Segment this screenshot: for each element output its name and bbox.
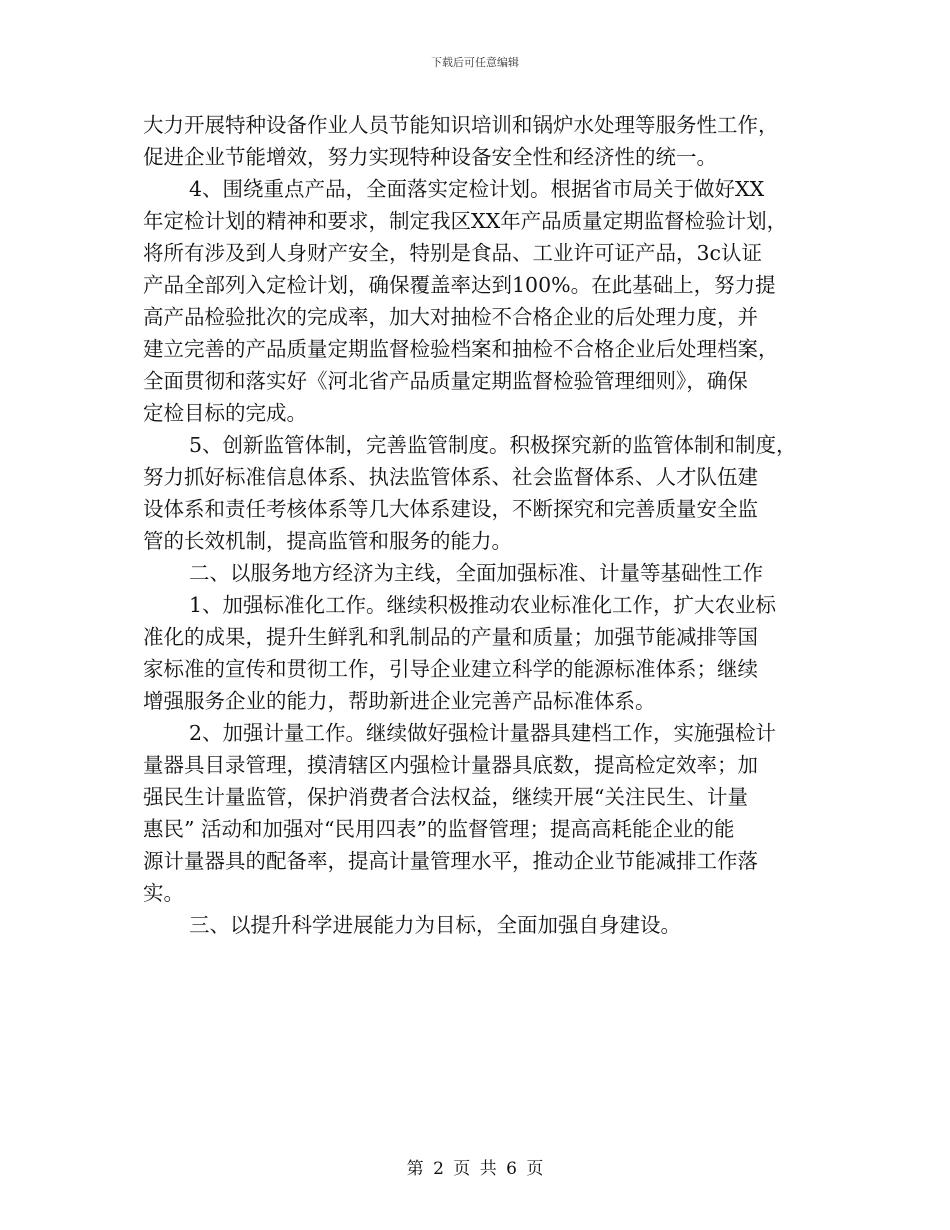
- text-line: 将所有涉及到人身财产安全，特别是食品、工业许可证产品，3c认证: [143, 241, 763, 265]
- text-line: 高产品检验批次的完成率，加大对抽检不合格企业的后处理力度，并: [143, 305, 758, 329]
- page-footer: 第 2 页 共 6 页: [406, 1159, 544, 1179]
- text-line: 准化的成果，提升生鲜乳和乳制品的产量和质量；加强节能减排等国: [143, 625, 758, 649]
- page-header: 下载后可任意编辑: [431, 56, 519, 69]
- text-line: 管的长效机制，提高监管和服务的能力。: [143, 529, 512, 553]
- text-line: 产品全部列入定检计划，确保覆盖率达到100%。在此基础上，努力提: [143, 273, 776, 297]
- text-line: 大力开展特种设备作业人员节能知识培训和锅炉水处理等服务性工作，: [143, 113, 779, 137]
- text-line: 努力抓好标准信息体系、执法监管体系、社会监督体系、人才队伍建: [143, 465, 758, 489]
- text-line: 2、加强计量工作。继续做好强检计量器具建档工作，实施强检计: [189, 721, 777, 745]
- text-line: 源计量器具的配备率，提高计量管理水平，推动企业节能减排工作落: [143, 849, 758, 873]
- text-line: 5、创新监管体制，完善监管制度。积极探究新的监管体制和制度，: [189, 433, 797, 457]
- text-line: 4、围绕重点产品，全面落实定检计划。根据省市局关于做好XX: [189, 177, 765, 201]
- text-line: 全面贯彻和落实好《河北省产品质量定期监督检验管理细则》，确保: [143, 369, 748, 393]
- text-line: 强民生计量监管，保护消费者合法权益，继续开展“关注民生、计量: [143, 785, 748, 809]
- text-line: 实。: [143, 881, 184, 905]
- text-line: 定检目标的完成。: [143, 401, 307, 425]
- text-line: 促进企业节能增效，努力实现特种设备安全性和经济性的统一。: [143, 145, 717, 169]
- text-line: 1、加强标准化工作。继续积极推动农业标准化工作，扩大农业标: [189, 593, 777, 617]
- text-line: 三、以提升科学进展能力为目标，全面加强自身建设。: [189, 913, 681, 937]
- text-line: 惠民” 活动和加强对“民用四表”的监督管理；提高高耗能企业的能: [143, 817, 735, 841]
- text-line: 增强服务企业的能力，帮助新进企业完善产品标准体系。: [143, 689, 656, 713]
- text-line: 建立完善的产品质量定期监督检验档案和抽检不合格企业后处理档案，: [143, 337, 779, 361]
- text-line: 量器具目录管理，摸清辖区内强检计量器具底数，提高检定效率；加: [143, 753, 758, 777]
- text-line: 设体系和责任考核体系等几大体系建设，不断探究和完善质量安全监: [143, 497, 758, 521]
- text-line: 二、以服务地方经济为主线，全面加强标准、计量等基础性工作: [189, 561, 763, 585]
- text-line: 年定检计划的精神和要求，制定我区XX年产品质量定期监督检验计划，: [143, 209, 788, 233]
- document-body: [143, 109, 823, 941]
- text-line: 家标准的宣传和贯彻工作，引导企业建立科学的能源标准体系；继续: [143, 657, 758, 681]
